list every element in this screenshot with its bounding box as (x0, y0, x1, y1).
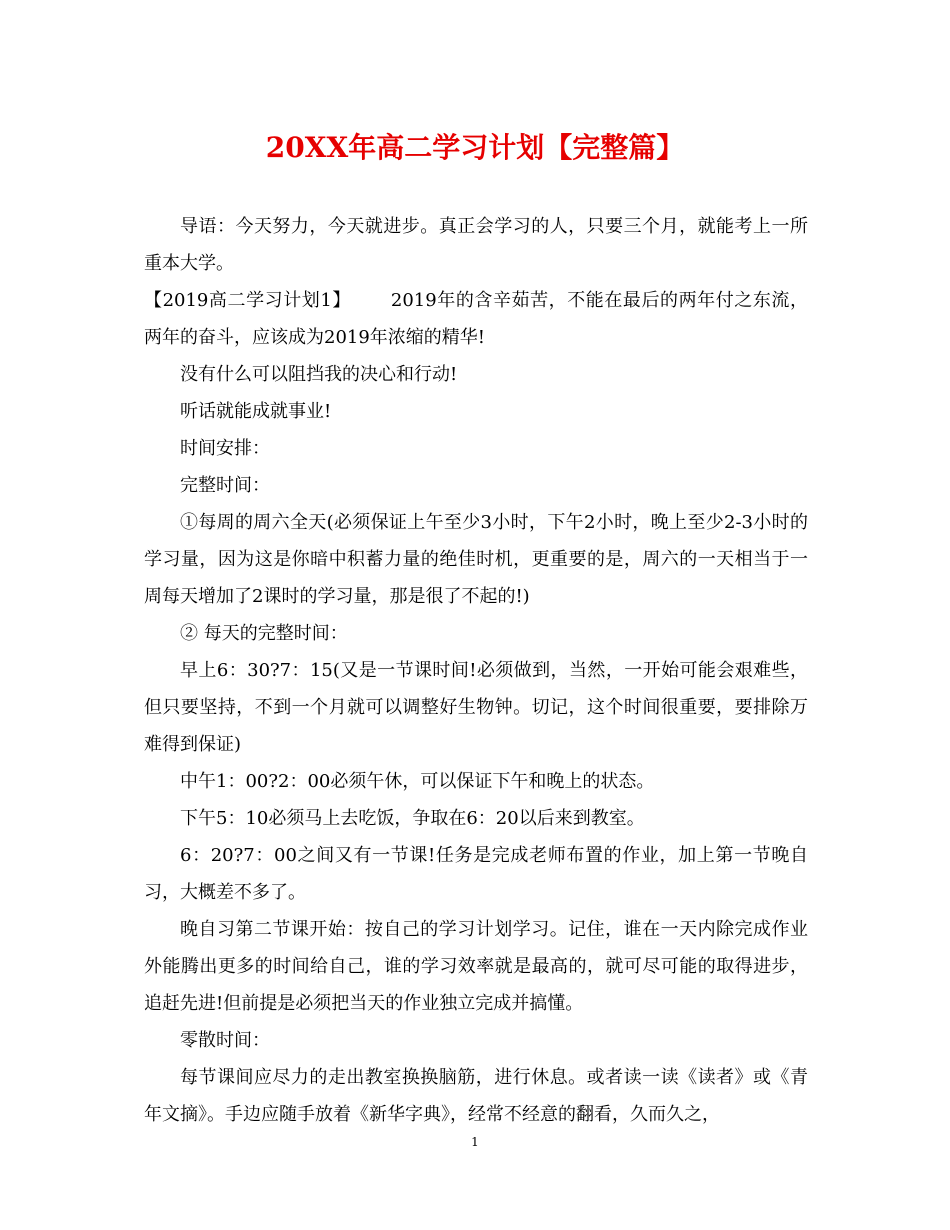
section-label: 【2019高二学习计划1】 (144, 290, 351, 311)
paragraph: ①每周的周六全天(必须保证上午至少3小时，下午2小时，晚上至少2-3小时的学习量，因为这是你暗中积蓄力量的绝佳时机，更重要的是，周六的一天相当于一周每天增加了2课时的学习量，那是很了不起的!) (144, 512, 808, 607)
paragraph: 时间安排： (180, 438, 270, 459)
intro-paragraph: 导语：今天努力，今天就进步。真正会学习的人，只要三个月，就能考上一所重本大学。 (144, 216, 808, 274)
paragraph: 中午1：00?2：00必须午休，可以保证下午和晚上的状态。 (180, 771, 655, 792)
document-body (144, 208, 808, 1133)
section-paragraph (144, 282, 808, 356)
paragraph: 听话就能成就事业! (180, 401, 332, 422)
section-text: 2019年的含辛茹苦，不能在最后的两年付之东流，两年的奋斗，应该成为2019年浓缩的精华! (144, 290, 808, 348)
paragraph: 没有什么可以阻挡我的决心和行动! (180, 364, 458, 385)
paragraph: 下午5：10必须马上去吃饭，争取在6：20以后来到教室。 (180, 808, 645, 829)
paragraph: 零散时间： (180, 1030, 270, 1051)
paragraph: 完整时间： (180, 475, 270, 496)
paragraph: ② 每天的完整时间： (180, 623, 348, 644)
paragraph: 早上6：30?7：15(又是一节课时间!必须做到，当然，一开始可能会艰难些，但只要坚持，不到一个月就可以调整好生物钟。切记，这个时间很重要，要排除万难得到保证) (144, 660, 808, 755)
page-number: 1 (471, 1135, 479, 1149)
paragraph: 6：20?7：00之间又有一节课!任务是完成老师布置的作业，加上第一节晚自习，大概差不多了。 (144, 845, 808, 903)
paragraph: 晚自习第二节课开始：按自己的学习计划学习。记住，谁在一天内除完成作业外能腾出更多的时间给自己，谁的学习效率就是最高的，就可尽可能的取得进步，追赶先进!但前提是必须把当天的作业独立完成并搞懂。 (144, 919, 808, 1014)
document-title: 20XX年高二学习计划【完整篇】 (265, 131, 685, 164)
paragraph: 每节课间应尽力的走出教室换换脑筋，进行休息。或者读一读《读者》或《青年文摘》。手边应随手放着《新华字典》，经常不经意的翻看，久而久之， (144, 1067, 808, 1125)
